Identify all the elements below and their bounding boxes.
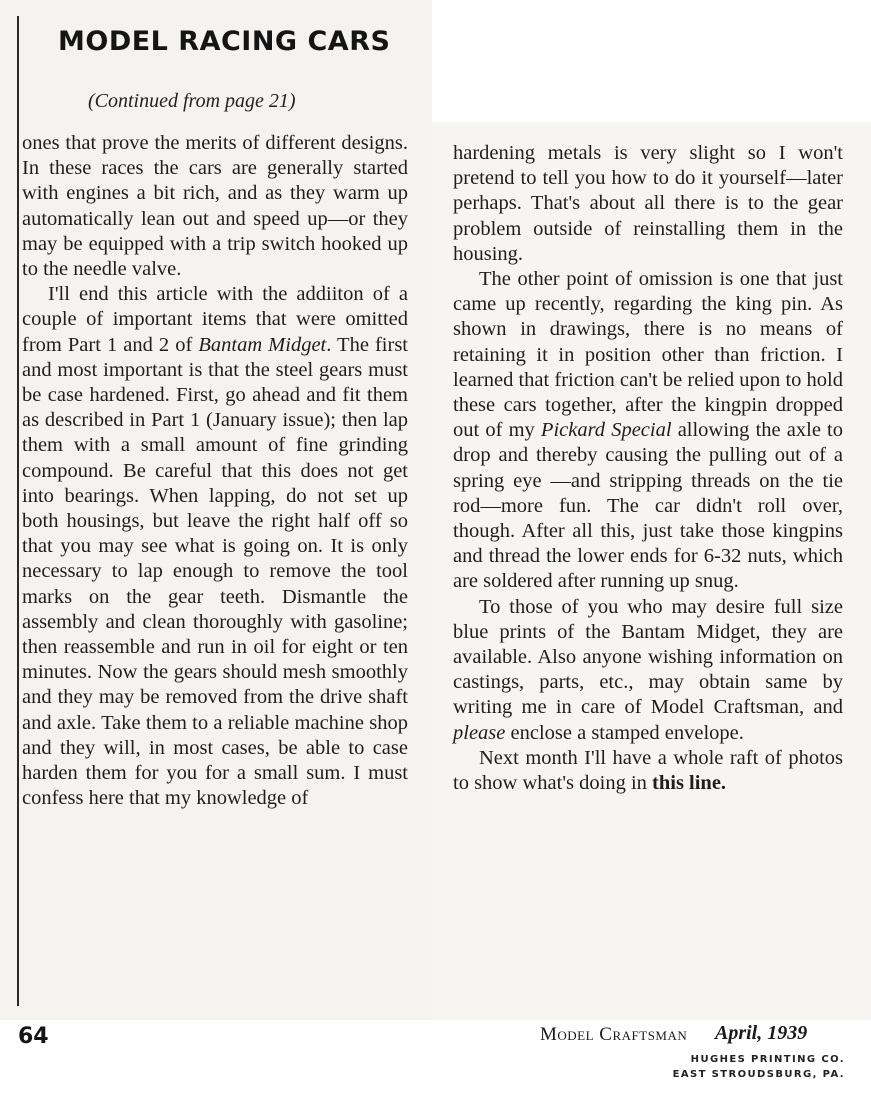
magazine-name: Model Craftsman [540, 1024, 688, 1045]
column-rule [17, 16, 19, 1006]
this-line-emphasis: this line. [652, 772, 727, 795]
printer-name: HUGHES PRINTING CO. [690, 1054, 845, 1065]
right-paragraph-1: hardening metals is very slight so I won't pretend to tell you how to do it yourself—later perhaps. That's about all there is to the gear problem outside of reinstalling them in the housing. [453, 142, 843, 265]
continued-note: (Continued from page 21) [88, 90, 296, 112]
page-number: 64 [18, 1024, 49, 1049]
right-paragraph-2-text-b: allowing the axle to drop and thereby causing the pulling out of a spring eye —and stripping threads on the tie rod—more fun. The car didn't roll over, though. After all this, just take those kingpins and thread the lower ends for 6-32 nuts, which are soldered after running up snug. [453, 419, 844, 593]
right-paragraph-2 [453, 267, 843, 595]
left-paragraph-2-text-a: I'll end this article with the addiiton of a couple of important items that were omitted from Part 1 and 2 of [22, 283, 408, 356]
right-paragraph-3-text-b: enclose a stamped envelope. [505, 721, 744, 744]
issue-date: April, 1939 [715, 1022, 808, 1044]
left-paragraph-2 [22, 282, 408, 811]
right-paragraph-2-text-a: The other point of omission is one that just came up recently, regarding the king pin. As shown in drawings, there is no means of retaining it in position other than friction. I learned that friction can't be relied upon to hold these cars together, after the kingpin dropped out of my [453, 268, 843, 442]
right-column [453, 141, 843, 796]
right-paragraph-4 [453, 746, 843, 796]
right-paragraph-4-text: Next month I'll have a whole raft of photos to show what's doing in [453, 746, 843, 795]
left-paragraph-2-text-b: . The first and most important is that the steel gears must be case hardened. First, go ahead and fit them as described in Part 1 (January issue); then lap them with a small amount of fine grinding compound. Be careful that this does not get into bearings. When lapping, do not set up both housings, but leave the right half off so that you may see what is going on. It is only necessary to lap enough to remove the tool marks on the gear teeth. Dismantle the assembly and clean thoroughly with gasoline; then reassemble and run in oil for eight or ten minutes. Now the gears should mesh smoothly and they may be removed from the drive shaft and axle. Take them to a reliable machine shop and they will, in most cases, be able to case harden them for you for a small sum. I must confess here that my knowledge of [22, 333, 408, 810]
bantam-midget-title: Bantam Midget [198, 333, 327, 356]
please-emphasis: please [453, 721, 506, 744]
printer-location: EAST STROUDSBURG, PA. [672, 1069, 845, 1080]
pickard-special-title: Pickard Special [540, 419, 672, 442]
left-column [22, 131, 408, 811]
right-paragraph-3-text-a: To those of you who may desire full size blue prints of the Bantam Midget, they are available. Also anyone wishing information on castings, parts, etc., may obtain same by writing me in care of Model Craftsman, and [453, 595, 843, 719]
printer-credit [665, 1052, 845, 1082]
article-headline: MODEL RACING CARS [58, 26, 391, 57]
left-paragraph-1: ones that prove the merits of different designs. In these races the cars are generally started with engines a bit rich, and as they warm up automatically lean out and speed up—or they may be equipped with a trip switch hooked up to the needle valve. [22, 132, 408, 281]
right-paragraph-3 [453, 595, 843, 746]
